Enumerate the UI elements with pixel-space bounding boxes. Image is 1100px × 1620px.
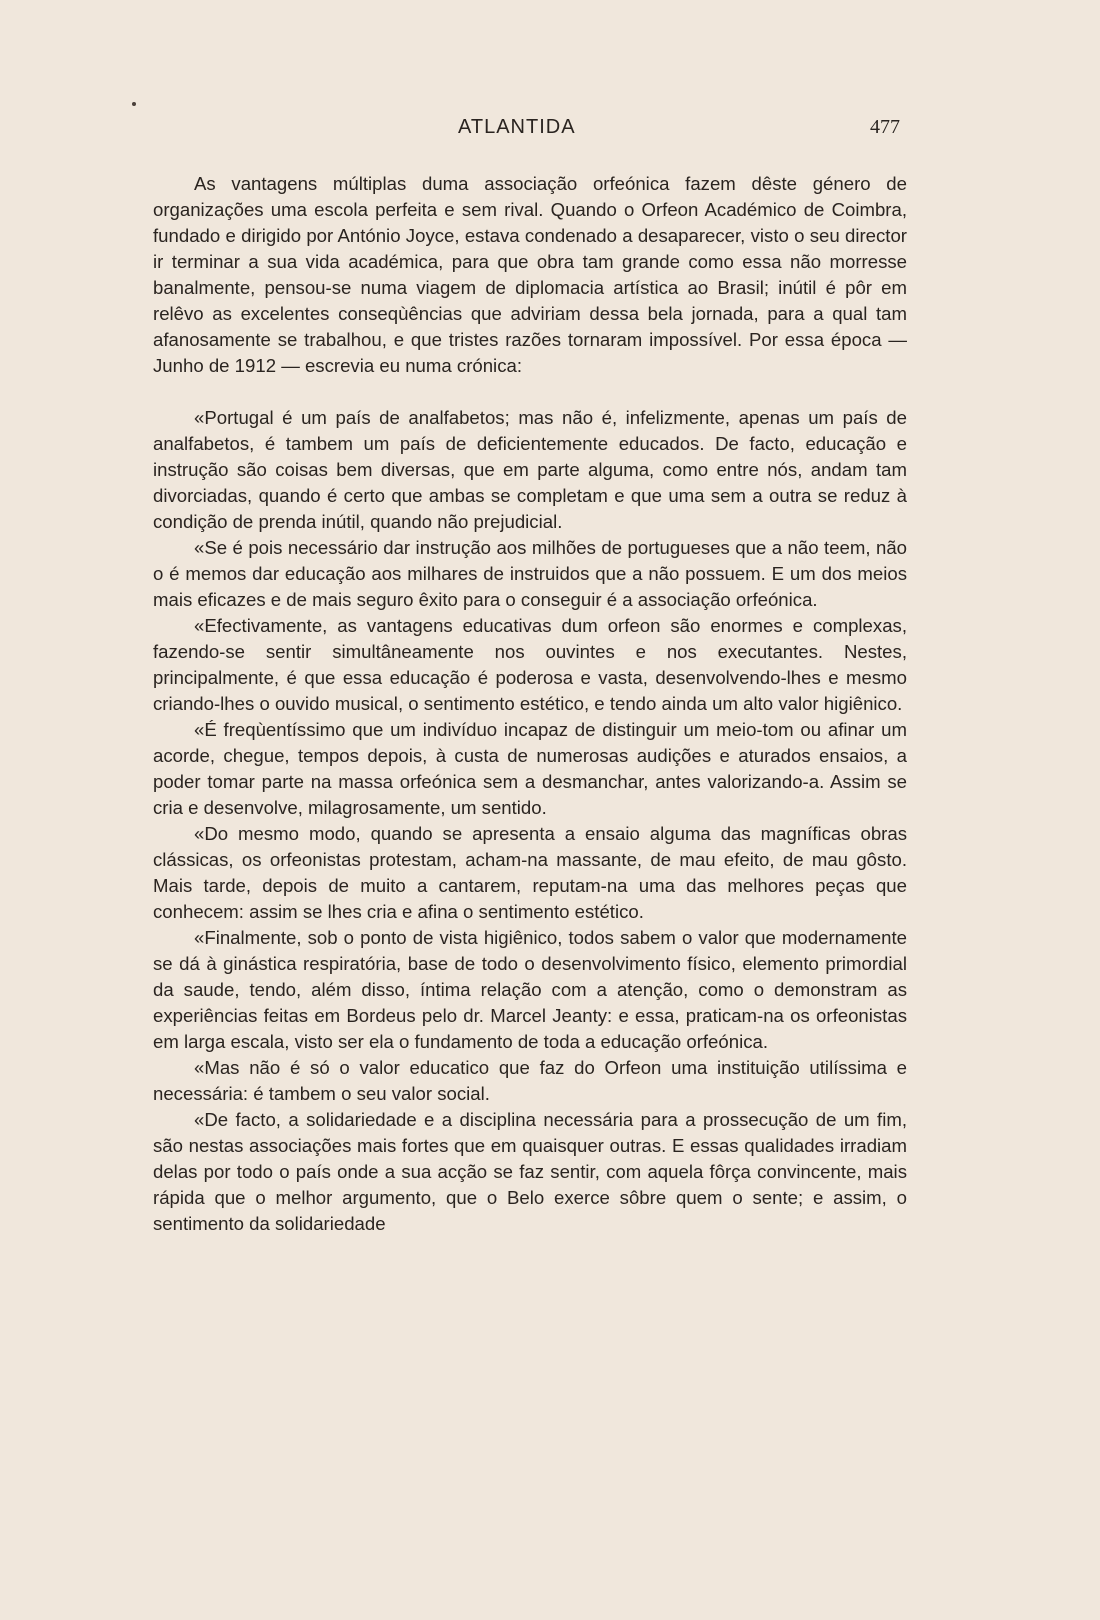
paragraph: «De facto, a solidariedade e a disciplina necessária para a prossecução de um fim, são nestas associações mais fortes que em quaisquer outras. E essas qualidades irradiam delas por todo o país onde a sua acção se faz sentir, com aquela fôrça convincente, mais rápida que o melhor argumento, que o Belo exerce sôbre quem o sente; e assim, o sentimento da solidariedade	[153, 1109, 907, 1234]
paragraph: «Finalmente, sob o ponto de vista higiênico, todos sabem o valor que modernamente se dá à ginástica respiratória, base de todo o desenvolvimento físico, elemento primordial da saude, tendo, além disso, íntima relação com a atenção, como o demonstram as experiências feitas em Bordeus pelo dr. Marcel Jeanty: e essa, praticam-na os orfeonistas em larga escala, visto ser ela o fundamento de toda a educação orfeónica.	[153, 927, 907, 1052]
paragraph: «Se é pois necessário dar instrução aos milhões de portugueses que a não teem, não o é memos dar educação aos milhares de instruidos que a não possuem. E um dos meios mais eficazes e de mais seguro êxito para o conseguir é a associação orfeónica.	[153, 537, 907, 610]
page-number: 477	[870, 116, 900, 138]
paragraph: «Do mesmo modo, quando se apresenta a ensaio alguma das magníficas obras clássicas, os orfeonistas protestam, acham-na massante, de mau efeito, de mau gôsto. Mais tarde, depois de muito a cantarem, reputam-na uma das melhores peças que conhecem: assim se lhes cria e afina o sentimento estético.	[153, 823, 907, 922]
running-title: ATLANTIDA	[458, 116, 576, 138]
paragraph: «É freqùentíssimo que um indivíduo incapaz de distinguir um meio-tom ou afinar um acorde, chegue, tempos depois, à custa de numerosas audições e aturados ensaios, a poder tomar parte na massa orfeónica sem a desmanchar, antes valorizando-a. Assim se cria e desenvolve, milagrosamente, um sentido.	[153, 719, 907, 818]
running-header	[0, 116, 1100, 144]
paragraph: As vantagens múltiplas duma associação orfeónica fazem dêste género de organizações uma escola perfeita e sem rival. Quando o Orfeon Académico de Coimbra, fundado e dirigido por António Joyce, estava condenado a desaparecer, visto o seu director ir terminar a sua vida académica, para que obra tam grande como essa não morresse banalmente, pensou-se numa viagem de diplomacia artística ao Brasil; inútil é pôr em relêvo as excelentes conseqùências que adviriam dessa bela jornada, para a qual tam afanosamente se trabalhou, e que tristes razões tornaram impossível. Por essa época — Junho de 1912 — escrevia eu numa crónica:	[153, 173, 907, 376]
ink-speck	[132, 102, 136, 106]
paragraph: «Portugal é um país de analfabetos; mas não é, infelizmente, apenas um país de analfabetos, é tambem um país de deficientemente educados. De facto, educação e instrução são coisas bem diversas, que em parte alguma, como entre nós, andam tam divorciadas, quando é certo que ambas se completam e que uma sem a outra se reduz à condição de prenda inútil, quando não prejudicial.	[153, 407, 907, 532]
paragraph: «Efectivamente, as vantagens educativas dum orfeon são enormes e complexas, fazendo-se sentir simultâneamente nos ouvintes e nos executantes. Nestes, principalmente, é que essa educação é poderosa e vasta, desenvolvendo-lhes e mesmo criando-lhes o ouvido musical, o sentimento estético, e tendo ainda um alto valor higiênico.	[153, 615, 907, 714]
body-text	[153, 171, 907, 1237]
paragraph: «Mas não é só o valor educatico que faz do Orfeon uma instituição utilíssima e necessária: é tambem o seu valor social.	[153, 1057, 907, 1104]
